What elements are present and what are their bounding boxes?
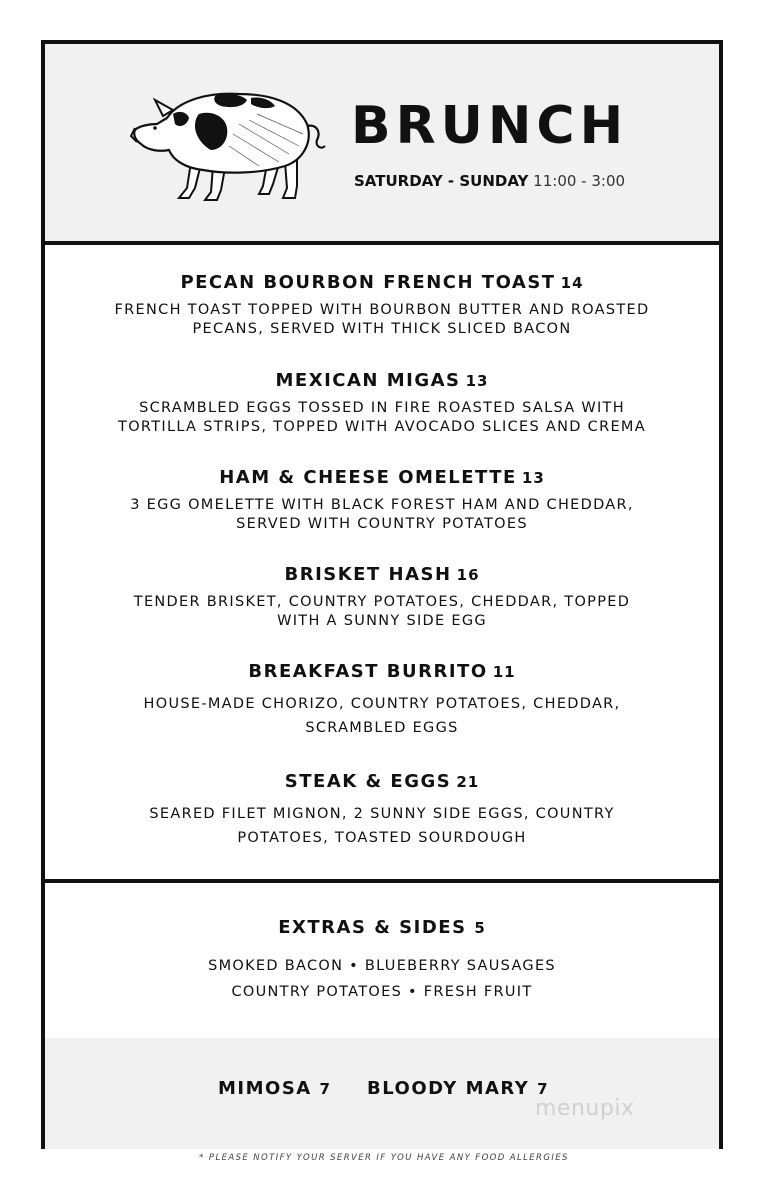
- item-description: [45, 692, 719, 740]
- watermark-logo: menupix: [535, 1096, 635, 1121]
- extras-heading: [45, 917, 719, 938]
- item-description: [45, 301, 719, 339]
- item-name: PECAN BOURBON FRENCH TOAST: [180, 272, 556, 293]
- menu-title: BRUNCH: [351, 96, 629, 156]
- drink-item: [367, 1078, 549, 1099]
- extras-line: SMOKED BACON • BLUEBERRY SAUSAGES: [208, 958, 556, 974]
- service-hours: [354, 172, 625, 190]
- item-description-line: 3 EGG OMELETTE WITH BLACK FOREST HAM AND CHEDDAR,: [130, 497, 634, 513]
- pig-illustration: [129, 84, 329, 204]
- menu-header: [45, 44, 719, 245]
- item-description-line: SERVED WITH COUNTRY POTATOES: [236, 516, 528, 532]
- item-name: BREAKFAST BURRITO: [248, 661, 488, 682]
- extras-price: 5: [474, 919, 486, 937]
- allergy-note: * PLEASE NOTIFY YOUR SERVER IF YOU HAVE ANY FOOD ALLERGIES: [199, 1153, 569, 1163]
- item-price: 13: [521, 469, 545, 487]
- item-name: BRISKET HASH: [284, 564, 452, 585]
- drink-item: [218, 1078, 331, 1099]
- item-description-line: HOUSE-MADE CHORIZO, COUNTRY POTATOES, CHEDDAR,: [143, 696, 621, 712]
- item-description-line: SCRAMBLED EGGS: [305, 720, 459, 736]
- item-description: [45, 802, 719, 850]
- item-price: 16: [456, 566, 480, 584]
- item-description-line: TORTILLA STRIPS, TOPPED WITH AVOCADO SLICES AND CREMA: [118, 419, 646, 435]
- menu-item: [45, 771, 719, 850]
- drinks-section: [45, 1038, 719, 1149]
- item-price: 14: [560, 274, 584, 292]
- drink-name: MIMOSA: [218, 1078, 312, 1099]
- drink-price: 7: [319, 1080, 331, 1098]
- extras-line: COUNTRY POTATOES • FRESH FRUIT: [231, 984, 533, 1000]
- extras-section: [45, 879, 719, 1042]
- item-name: HAM & CHEESE OMELETTE: [219, 467, 517, 488]
- item-description: [45, 593, 719, 631]
- item-price: 11: [492, 663, 516, 681]
- item-price: 21: [456, 773, 480, 791]
- item-description-line: PECANS, SERVED WITH THICK SLICED BACON: [192, 321, 572, 337]
- extras-title: EXTRAS & SIDES: [278, 917, 467, 938]
- menu-item: [45, 564, 719, 631]
- item-description: [45, 496, 719, 534]
- brunch-items-section: [45, 241, 719, 883]
- drink-name: BLOODY MARY: [367, 1078, 530, 1099]
- item-description-line: SCRAMBLED EGGS TOSSED IN FIRE ROASTED SALSA WITH: [139, 400, 625, 416]
- item-price: 13: [465, 372, 489, 390]
- menu-item: [45, 661, 719, 740]
- menu-item: [45, 272, 719, 339]
- menu-frame: [41, 40, 723, 1149]
- item-description-line: FRENCH TOAST TOPPED WITH BOURBON BUTTER AND ROASTED: [114, 302, 650, 318]
- item-description-line: SEARED FILET MIGNON, 2 SUNNY SIDE EGGS, COUNTRY: [149, 806, 615, 822]
- item-description: [45, 399, 719, 437]
- service-days: SATURDAY - SUNDAY: [354, 172, 529, 190]
- drink-price: 7: [537, 1080, 549, 1098]
- item-description-line: TENDER BRISKET, COUNTRY POTATOES, CHEDDAR, TOPPED: [133, 594, 631, 610]
- service-time: 11:00 - 3:00: [533, 172, 626, 190]
- menu-item: [45, 370, 719, 437]
- menu-item: [45, 467, 719, 534]
- item-description-line: POTATOES, TOASTED SOURDOUGH: [237, 830, 527, 846]
- item-description-line: WITH A SUNNY SIDE EGG: [277, 613, 487, 629]
- item-name: STEAK & EGGS: [284, 771, 452, 792]
- item-name: MEXICAN MIGAS: [275, 370, 461, 391]
